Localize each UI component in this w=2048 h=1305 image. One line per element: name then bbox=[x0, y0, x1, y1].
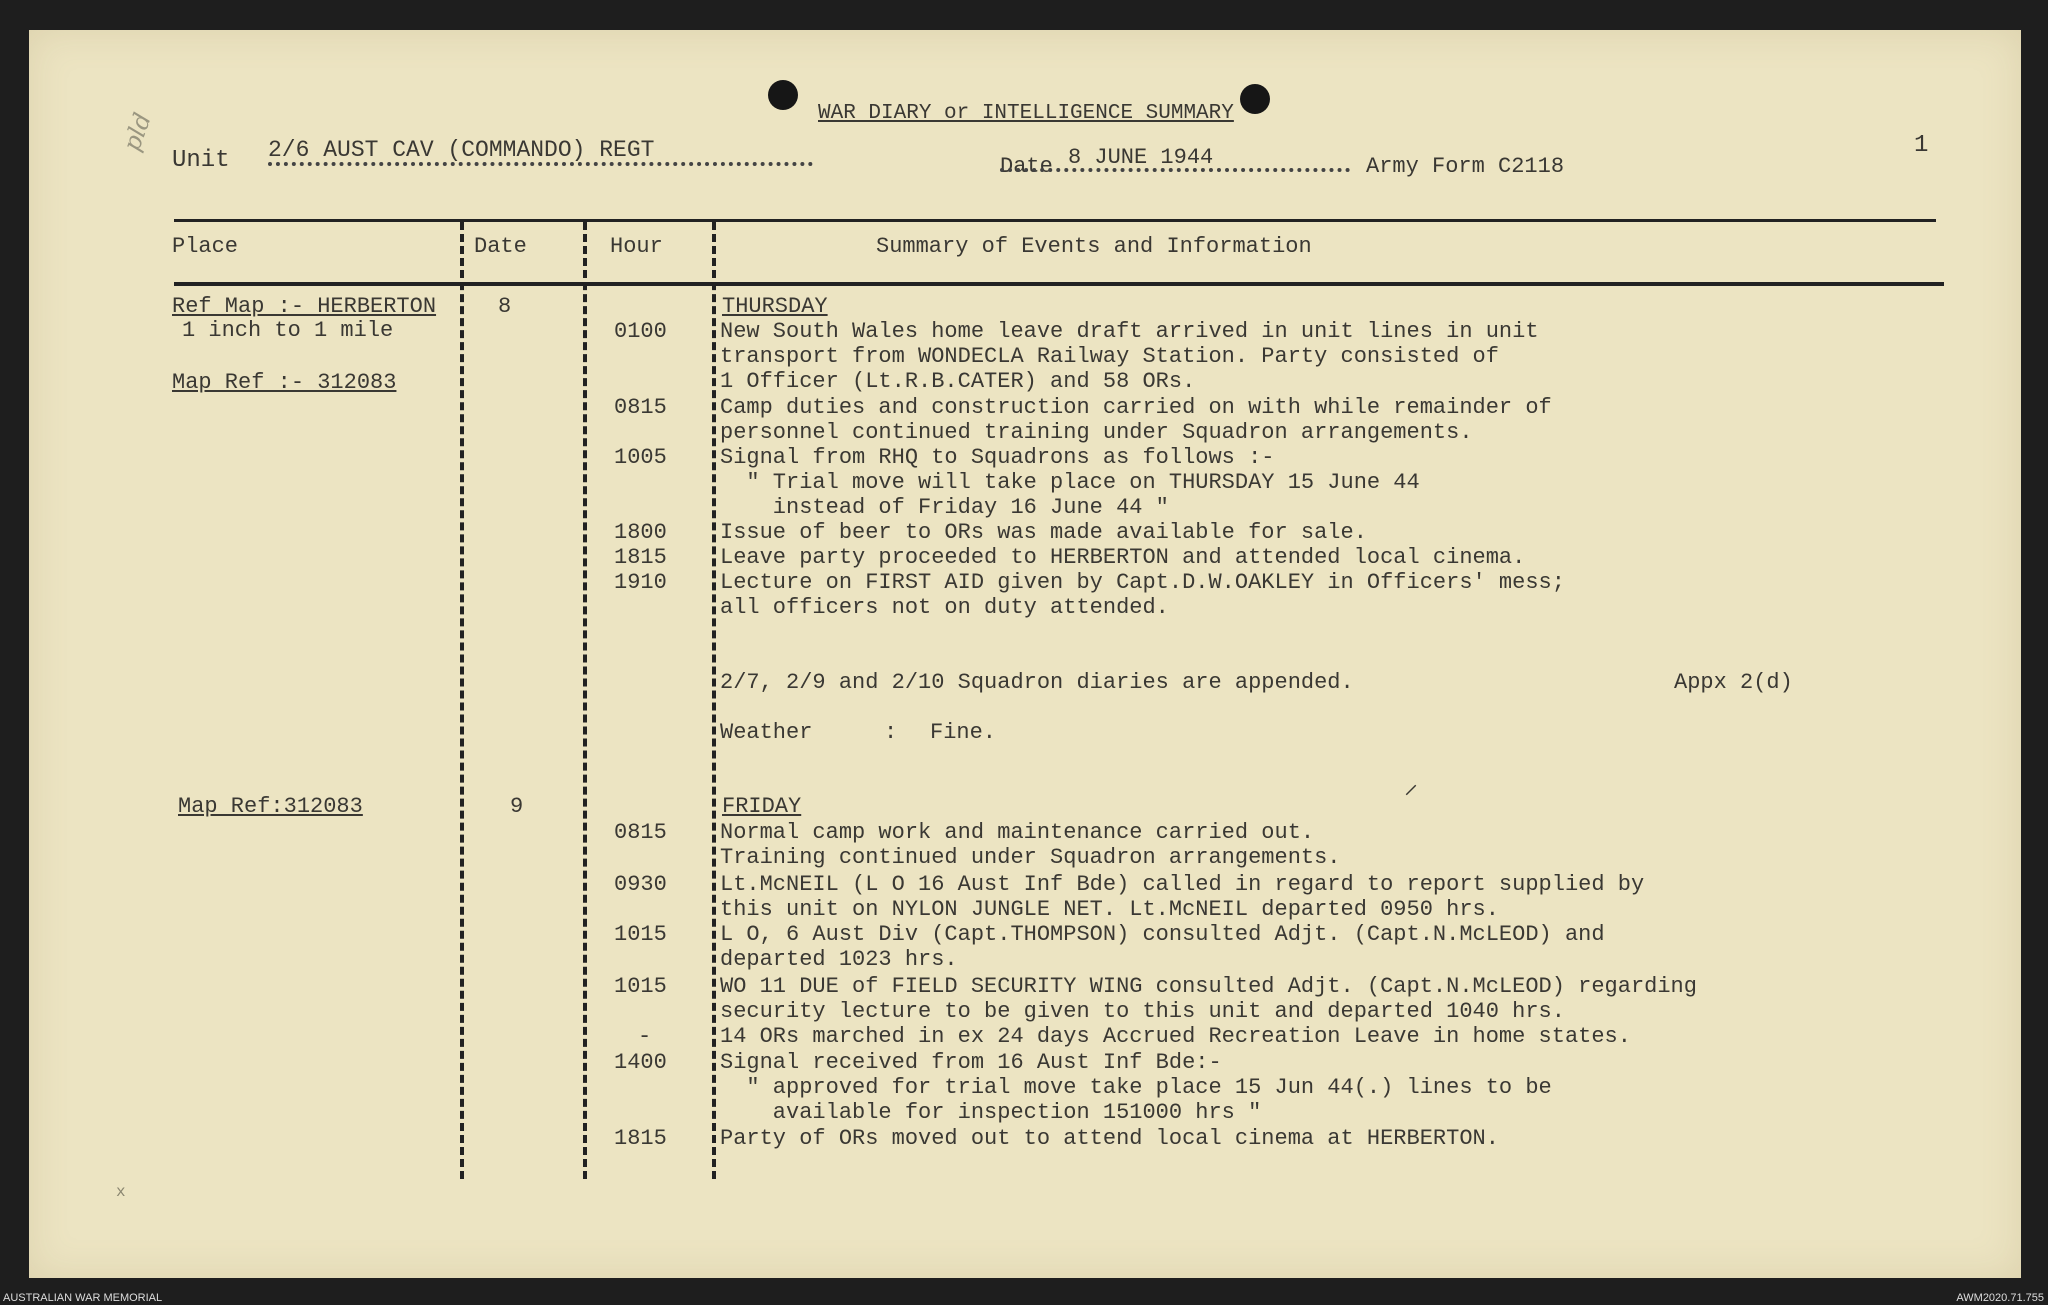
entry-text-line: " Trial move will take place on THURSDAY 15 June 44 bbox=[720, 470, 1420, 495]
col-header-date: Date bbox=[474, 234, 527, 259]
entry-text-line: 14 ORs marched in ex 24 days Accrued Recreation Leave in home states. bbox=[720, 1024, 1631, 1049]
unit-dotted-line bbox=[268, 162, 813, 166]
entry-text-line: personnel continued training under Squadron arrangements. bbox=[720, 420, 1473, 445]
entry-hour: 1815 bbox=[614, 1126, 667, 1151]
entry-text-line: Training continued under Squadron arrangements. bbox=[720, 845, 1341, 870]
army-form: Army Form C2118 bbox=[1366, 154, 1565, 179]
entry-hour: 1005 bbox=[614, 445, 667, 470]
form-title: WAR DIARY or INTELLIGENCE SUMMARY bbox=[818, 102, 1234, 125]
entry-hour: 1015 bbox=[614, 922, 667, 947]
date-value: 8 JUNE 1944 bbox=[1068, 145, 1214, 170]
day1-weather-value: Fine. bbox=[930, 720, 997, 745]
punch-hole-left bbox=[768, 80, 798, 110]
entry-hour: 0815 bbox=[614, 395, 667, 420]
day1-weather-sep: : bbox=[884, 720, 898, 745]
entry-hour: 0815 bbox=[614, 820, 667, 845]
table-top-rule bbox=[174, 219, 1936, 222]
entry-text-line: instead of Friday 16 June 44 " bbox=[720, 495, 1169, 520]
unit-value: 2/6 AUST CAV (COMMANDO) REGT bbox=[268, 137, 655, 163]
day1-date: 8 bbox=[498, 294, 512, 319]
ink-mark: ⸝ bbox=[1404, 771, 1419, 802]
day1-place-ref-map: Ref Map :- HERBERTON bbox=[172, 294, 437, 319]
entry-hour: 1800 bbox=[614, 520, 667, 545]
entry-text-line: this unit on NYLON JUNGLE NET. Lt.McNEIL departed 0950 hrs. bbox=[720, 897, 1499, 922]
col-header-hour: Hour bbox=[610, 234, 663, 259]
entry-hour: 1400 bbox=[614, 1050, 667, 1075]
page-number: 1 bbox=[1914, 132, 1929, 159]
entry-text-line: L O, 6 Aust Div (Capt.THOMPSON) consulted Adjt. (Capt.N.McLEOD) and bbox=[720, 922, 1605, 947]
day1-day-name: THURSDAY bbox=[722, 294, 828, 319]
footer-right: AWM2020.71.755 bbox=[1956, 1292, 2044, 1304]
entry-text-line: WO 11 DUE of FIELD SECURITY WING consulted Adjt. (Capt.N.McLEOD) regarding bbox=[720, 974, 1697, 999]
footer-left: AUSTRALIAN WAR MEMORIAL bbox=[3, 1292, 163, 1304]
entry-hour: 0930 bbox=[614, 872, 667, 897]
entry-text-line: transport from WONDECLA Railway Station. Party consisted of bbox=[720, 344, 1499, 369]
entry-text-line: Lt.McNEIL (L O 16 Aust Inf Bde) called in regard to report supplied by bbox=[720, 872, 1645, 897]
pencil-annotation: pld bbox=[117, 109, 157, 155]
header-bottom-rule bbox=[174, 282, 1944, 286]
day2-date: 9 bbox=[510, 794, 524, 819]
divider-date-hour bbox=[583, 222, 587, 1179]
entry-text-line: Leave party proceeded to HERBERTON and attended local cinema. bbox=[720, 545, 1526, 570]
day2-day-name: FRIDAY bbox=[722, 794, 802, 819]
entry-text-line: 1 Officer (Lt.R.B.CATER) and 58 ORs. bbox=[720, 369, 1196, 394]
day1-place-map-ref: Map Ref :- 312083 bbox=[172, 370, 397, 395]
pencil-mark-bottom: x bbox=[116, 1183, 126, 1201]
date-dotted-line bbox=[1000, 168, 1350, 172]
entry-text-line: Normal camp work and maintenance carried out. bbox=[720, 820, 1315, 845]
entry-text-line: New South Wales home leave draft arrived in unit lines in unit bbox=[720, 319, 1539, 344]
entry-text-line: departed 1023 hrs. bbox=[720, 947, 958, 972]
punch-hole-right bbox=[1240, 84, 1270, 114]
entry-hour: 1815 bbox=[614, 545, 667, 570]
col-header-summary: Summary of Events and Information bbox=[876, 234, 1312, 259]
entry-text-line: all officers not on duty attended. bbox=[720, 595, 1169, 620]
date-label: Date bbox=[1000, 154, 1053, 179]
entry-text-line: Lecture on FIRST AID given by Capt.D.W.OAKLEY in Officers' mess; bbox=[720, 570, 1565, 595]
entry-text-line: available for inspection 151000 hrs " bbox=[720, 1100, 1262, 1125]
entry-text-line: Party of ORs moved out to attend local cinema at HERBERTON. bbox=[720, 1126, 1499, 1151]
entry-hour: 1015 bbox=[614, 974, 667, 999]
divider-place-date bbox=[460, 222, 464, 1179]
entry-hour: - bbox=[638, 1024, 652, 1049]
col-header-place: Place bbox=[172, 234, 239, 259]
entry-text-line: Signal from RHQ to Squadrons as follows :- bbox=[720, 445, 1275, 470]
day1-place-scale: 1 inch to 1 mile bbox=[182, 318, 394, 343]
day1-weather-label: Weather bbox=[720, 720, 813, 745]
day1-appended-note: 2/7, 2/9 and 2/10 Squadron diaries are appended. bbox=[720, 670, 1354, 695]
entry-hour: 0100 bbox=[614, 319, 667, 344]
entry-text-line: Issue of beer to ORs was made available for sale. bbox=[720, 520, 1367, 545]
day1-appendix-ref: Appx 2(d) bbox=[1674, 670, 1793, 695]
divider-hour-summary bbox=[712, 222, 716, 1179]
entry-text-line: Signal received from 16 Aust Inf Bde:- bbox=[720, 1050, 1222, 1075]
entry-text-line: Camp duties and construction carried on with while remainder of bbox=[720, 395, 1552, 420]
entry-text-line: " approved for trial move take place 15 Jun 44(.) lines to be bbox=[720, 1075, 1552, 1100]
entry-text-line: security lecture to be given to this unit and departed 1040 hrs. bbox=[720, 999, 1565, 1024]
unit-label: Unit bbox=[172, 147, 230, 174]
entry-hour: 1910 bbox=[614, 570, 667, 595]
day2-place: Map Ref:312083 bbox=[178, 794, 363, 819]
